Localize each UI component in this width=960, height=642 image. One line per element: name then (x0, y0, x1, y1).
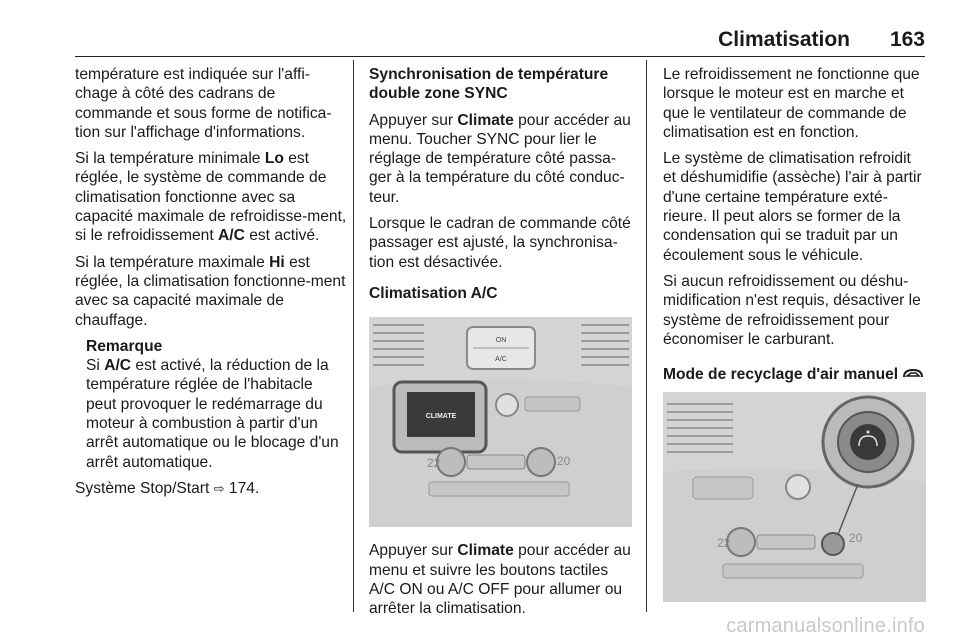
paragraph: Le refroidissement ne fonctionne que lorsque le moteur est en marche et que le ventilateur de commande de climatisation est en fonction. (663, 66, 920, 141)
note-title: Remarque (86, 337, 163, 355)
section-heading (663, 365, 928, 384)
watermark: carmanualsonline.info (726, 615, 925, 637)
page-header (0, 0, 960, 60)
page-number: 163 (889, 28, 925, 51)
header-rule (75, 56, 925, 57)
section-heading: Climatisation A/C (369, 284, 498, 302)
column-divider (353, 60, 354, 612)
keyword: Climate (457, 542, 514, 560)
text: Système Stop/Start (75, 479, 214, 497)
text: Appuyer sur (369, 111, 458, 129)
recirculation-figure (663, 392, 926, 602)
column-2 (369, 65, 637, 625)
text: pour accéder au menu et suivre les boutons tactiles A/C ON ou A/C OFF pour allumer ou arrêter la climatisation. (369, 542, 631, 618)
on-button-label: ON (495, 337, 507, 345)
paragraph (75, 149, 347, 245)
temp-left: 22 (717, 536, 731, 551)
text: est réglée, la climatisation fonctionne-ment avec sa capacité maximale de chauffage. (75, 253, 346, 329)
paragraph (369, 111, 637, 207)
text: Mode de recyclage d'air manuel (663, 366, 899, 384)
page-ref: 174. (224, 479, 260, 497)
paragraph: Si aucun refroidissement ou déshu-midification n'est requis, désactiver le système de refroidissement pour économiser le carburant. (663, 272, 921, 348)
paragraph: Lorsque le cadran de commande côté passager est ajusté, la synchronisa-tion est désactivée. (369, 215, 631, 271)
paragraph: température est indiquée sur l'affi-chage à côté des cadrans de commande et sous forme de notifica-tion sur l'affichage d'informations. (75, 66, 332, 141)
column-1 (75, 65, 347, 505)
ac-figure (369, 317, 632, 527)
text: est activé, la réduction de la température réglée de l'habitacle peut provoquer le redémarrage du moteur à combustion à partir d'un arrêt automatique ou le blocage d'un arrêt automatique. (86, 357, 339, 471)
keyword: Hi (269, 253, 285, 271)
keyword: Lo (264, 150, 284, 168)
text: Si la température minimale (75, 150, 265, 168)
cross-reference[interactable] (75, 479, 347, 498)
temp-right: 20 (557, 454, 571, 469)
ac-button-label: A/C (495, 356, 507, 364)
dashboard-illustration (369, 317, 632, 527)
note-box (75, 337, 347, 472)
text: Appuyer sur (369, 542, 458, 560)
page-title: Climatisation (718, 28, 850, 51)
air-recirculation-icon (902, 368, 924, 380)
text: est activé. (244, 227, 320, 245)
column-divider (646, 60, 647, 612)
note-text (86, 356, 347, 472)
keyword: A/C (104, 357, 132, 375)
temp-left: 22 (427, 456, 441, 471)
paragraph (369, 541, 637, 618)
screen-label: CLIMATE (425, 413, 457, 421)
text: pour accéder au menu. Toucher SYNC pour lier le réglage de température côté passa-ger à la température du côté conduc-teur. (369, 111, 631, 206)
text: est réglée, le système de commande de climatisation fonctionne avec sa capacité maximale de refroidisse-ment, si le refroidissement (75, 150, 347, 245)
section-heading: Synchronisation de température double zone SYNC (369, 66, 609, 103)
keyword: A/C (218, 227, 245, 245)
paragraph: Le système de climatisation refroidit et déshumidifie (assèche) l'air à partir d'une certaine température exté-rieure. Il peut alors se former de la condensation qui se traduit par un écoulement sous le véhicule. (663, 150, 922, 264)
temp-right: 20 (849, 531, 863, 546)
dashboard-illustration (663, 392, 926, 602)
arrow-right-icon: ⇨ (213, 480, 225, 496)
text: Si (86, 357, 105, 375)
text: Si la température maximale (75, 253, 270, 271)
keyword: Climate (457, 111, 514, 129)
paragraph (75, 253, 347, 330)
column-3 (663, 65, 928, 602)
